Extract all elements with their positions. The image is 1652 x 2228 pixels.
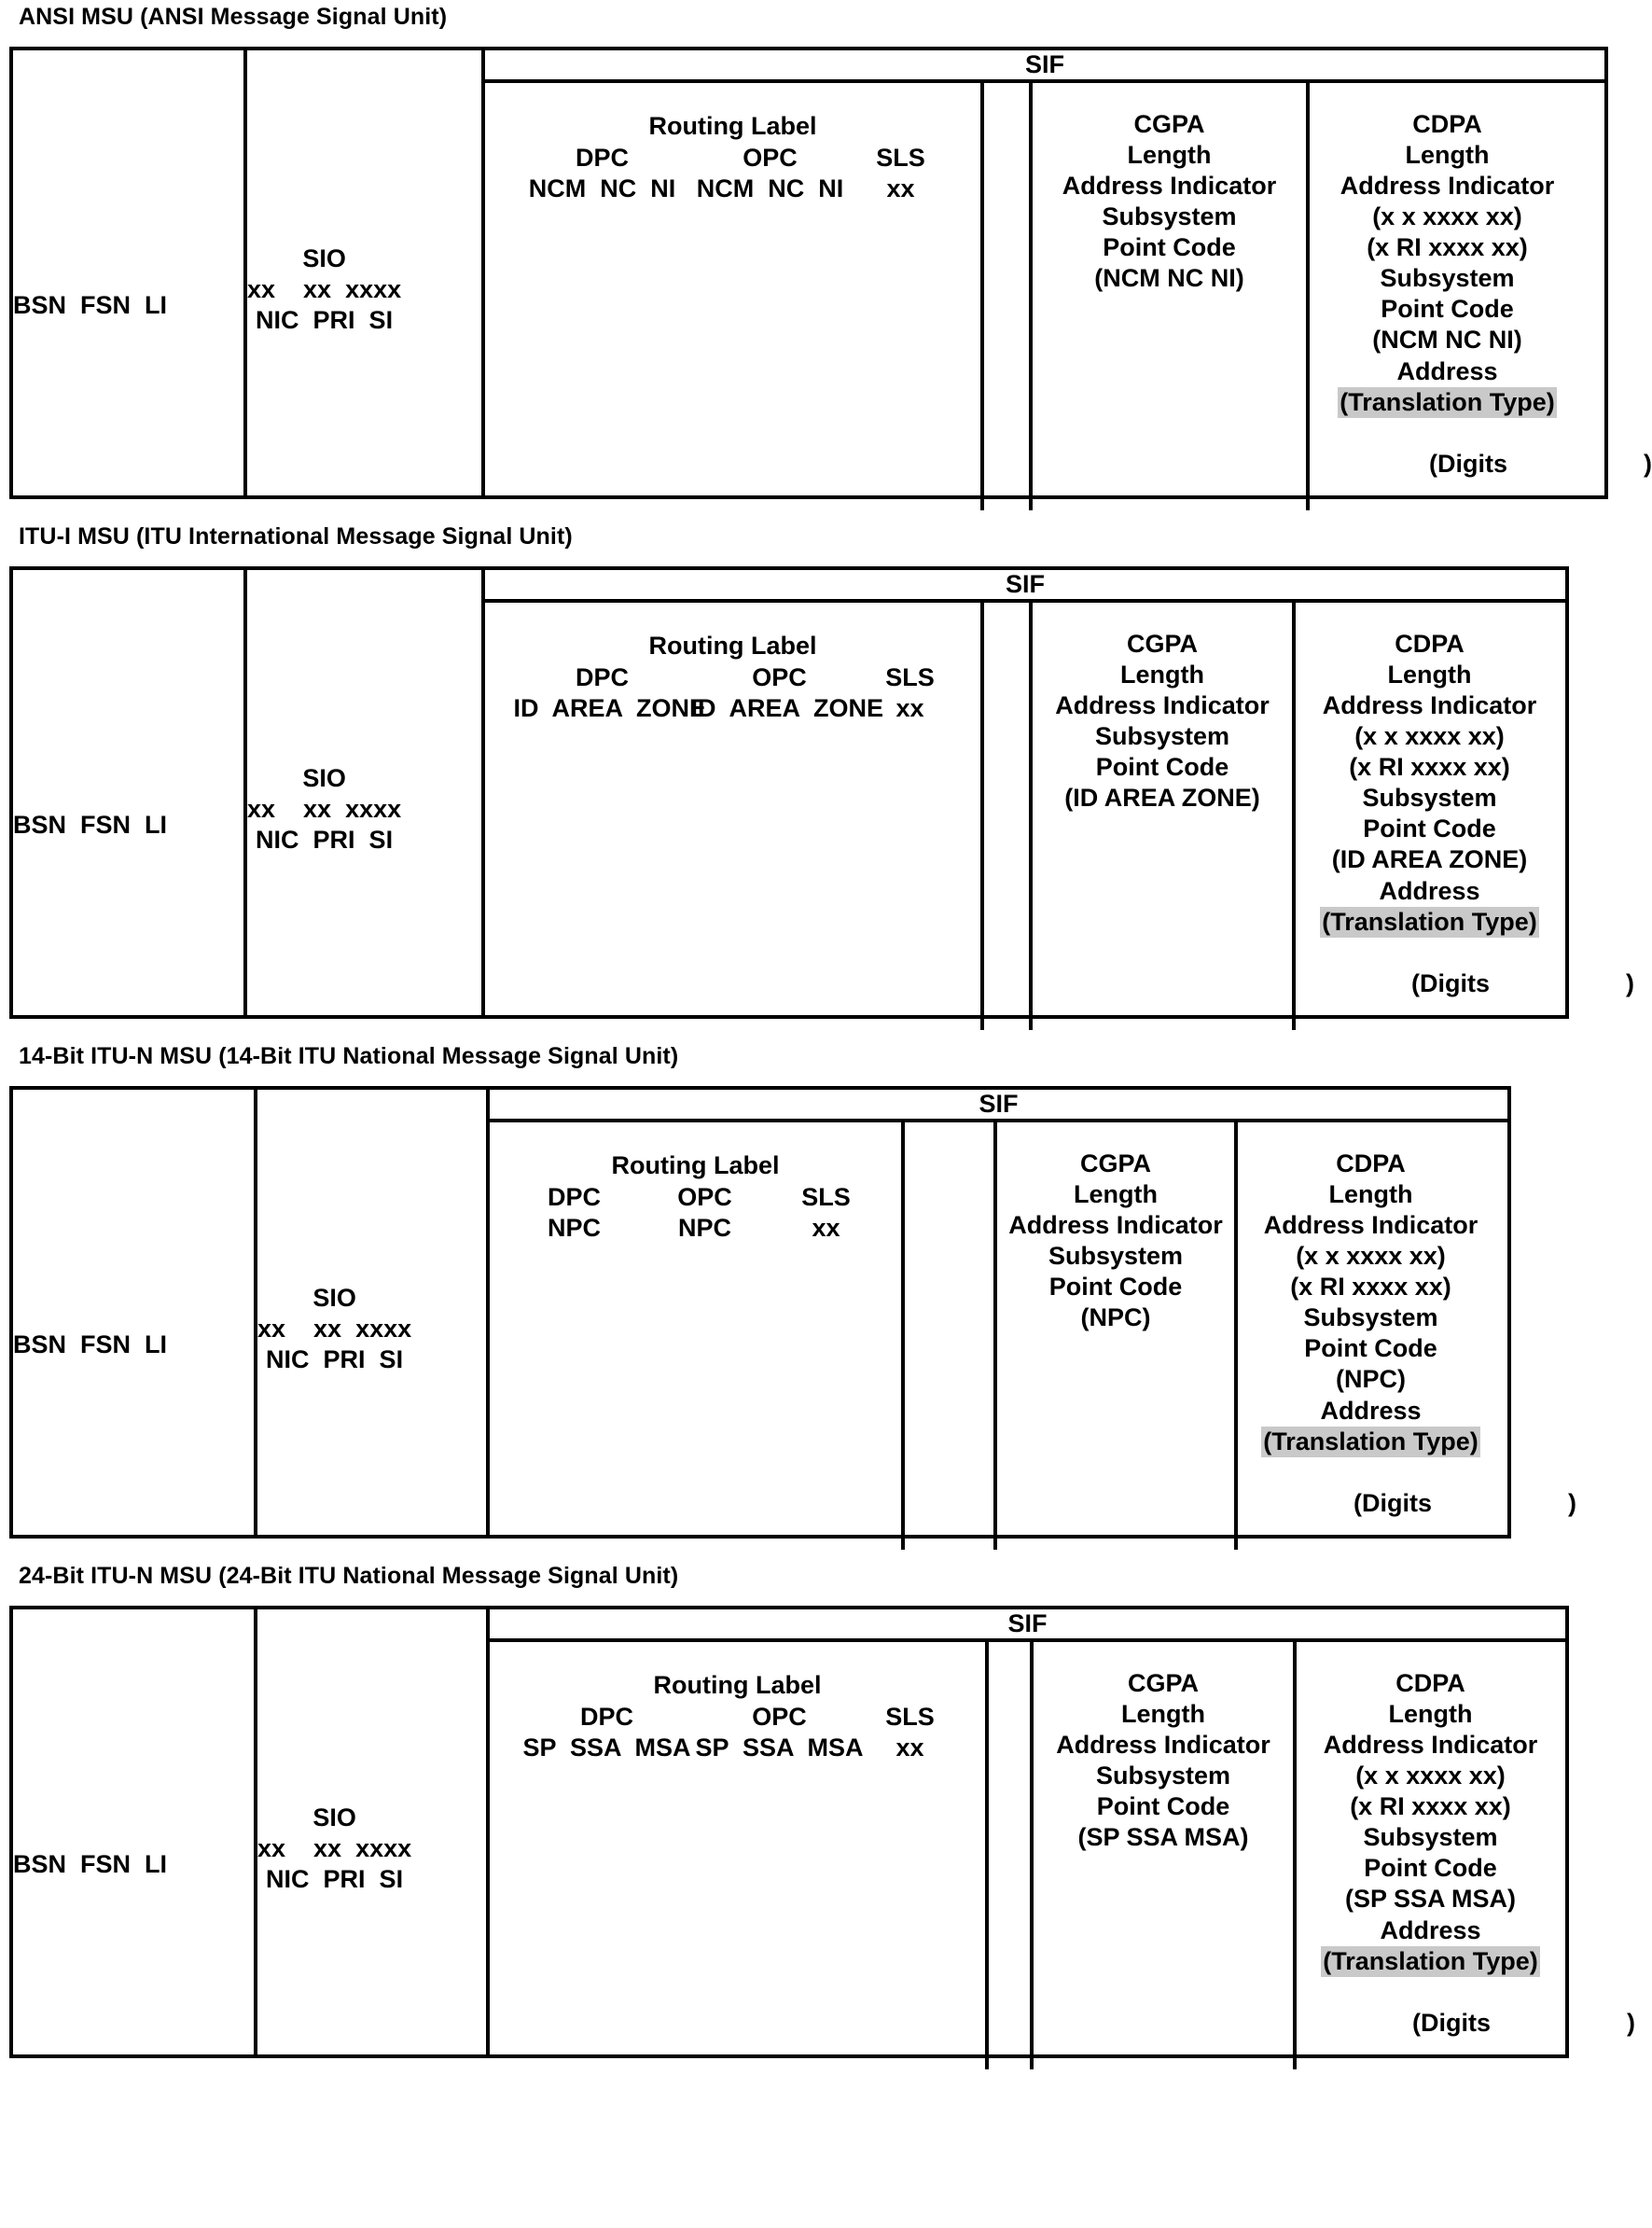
cdpa-line: Subsystem	[1362, 784, 1497, 813]
bsn-fsn-li-column	[13, 1609, 257, 2054]
dpc-value: NPC	[547, 1213, 601, 1242]
routing-label-title: Routing Label	[653, 1671, 822, 1699]
digits-line	[1296, 938, 1635, 1030]
routing-label-cell	[485, 603, 984, 1030]
cdpa-line: CDPA	[1412, 110, 1482, 138]
cgpa-stack	[1034, 1668, 1293, 1853]
sio-column	[257, 1609, 490, 2054]
cdpa-line: CDPA	[1395, 630, 1465, 658]
cgpa-line: CGPA	[1133, 110, 1205, 138]
bsn-fsn-li-label: BSN FSN LI	[13, 291, 168, 319]
opc-value: ID AREA ZONE	[690, 693, 884, 722]
routing-label-title: Routing Label	[648, 112, 817, 140]
bsn-fsn-li-label: BSN FSN LI	[13, 1850, 168, 1878]
sif-body	[485, 603, 1635, 1030]
msu-title-itu-i: ITU-I MSU (ITU International Message Signal Unit)	[19, 523, 573, 550]
bsn-fsn-li-column	[13, 50, 247, 495]
msu-title-itu-n-24: 24-Bit ITU-N MSU (24-Bit ITU National Message Signal Unit)	[19, 1563, 679, 1589]
digits-open: (Digits	[1412, 2008, 1492, 2037]
cgpa-cell	[1034, 1642, 1297, 2069]
msu-title-itu-n-14: 14-Bit ITU-N MSU (14-Bit ITU National Message Signal Unit)	[19, 1043, 679, 1069]
cgpa-stack	[997, 1149, 1234, 1333]
msu-block-itu-n-24	[0, 1563, 1636, 2058]
sls-value: xx	[886, 174, 915, 202]
bsn-fsn-li-column	[13, 1090, 257, 1535]
cdpa-line: (x x xxxx xx)	[1372, 202, 1522, 231]
digits-close: )	[1626, 968, 1635, 997]
cdpa-line: Point Code	[1381, 295, 1514, 324]
cdpa-line: (x RI xxxx xx)	[1290, 1273, 1451, 1302]
cdpa-line: CDPA	[1395, 1669, 1465, 1697]
sif-header-label: SIF	[490, 1090, 1507, 1122]
cdpa-line: (x RI xxxx xx)	[1350, 1792, 1511, 1821]
cgpa-line: Length	[1120, 661, 1204, 689]
dpc-value: SP SSA MSA	[522, 1733, 691, 1762]
routing-header-row	[485, 143, 980, 173]
cgpa-line: (NCM NC NI)	[1094, 264, 1244, 293]
routing-label-cell	[485, 83, 984, 510]
translation-type-highlight: (Translation Type)	[1338, 387, 1557, 418]
msu-block-itu-n-14	[0, 1043, 1636, 1539]
msu-frame-ansi	[9, 47, 1652, 499]
digits-line	[1238, 1457, 1577, 1550]
routing-label-stack	[490, 1670, 985, 1762]
cdpa-line: Point Code	[1364, 1854, 1497, 1883]
cdpa-line: (x x xxxx xx)	[1354, 722, 1505, 751]
sio-stack	[257, 1283, 411, 1375]
cgpa-stack	[1033, 629, 1292, 814]
opc-header: OPC	[752, 1703, 807, 1732]
cgpa-line: Address Indicator	[1055, 691, 1270, 720]
cdpa-line: Length	[1328, 1180, 1413, 1209]
cdpa-line: Address	[1396, 356, 1498, 385]
msu-block-ansi	[0, 4, 1652, 499]
sif-spacer-cell	[984, 83, 1033, 510]
sio-label: SIO	[302, 244, 346, 273]
cgpa-line: Address Indicator	[1056, 1731, 1270, 1760]
opc-value: SP SSA MSA	[695, 1733, 864, 1762]
cgpa-line: Address Indicator	[1008, 1211, 1223, 1240]
routing-header-row	[490, 1182, 901, 1212]
sio-fields: NIC PRI SI	[266, 1864, 404, 1893]
sls-header: SLS	[801, 1183, 851, 1212]
cdpa-line: (NCM NC NI)	[1372, 326, 1522, 355]
cdpa-line: (NPC)	[1336, 1365, 1406, 1394]
cdpa-line: Subsystem	[1363, 1823, 1498, 1852]
cdpa-cell	[1297, 1642, 1636, 2069]
cgpa-line: Point Code	[1103, 233, 1236, 262]
msu-block-itu-i	[0, 523, 1636, 1019]
digits-open: (Digits	[1354, 1488, 1433, 1517]
msu-frame-itu-n-14	[9, 1086, 1577, 1539]
translation-type-highlight: (Translation Type)	[1261, 1427, 1480, 1457]
sio-bits: xx xx xxxx	[257, 1315, 412, 1344]
sio-column	[247, 50, 485, 495]
sif-spacer-cell	[984, 603, 1033, 1030]
dpc-value: ID AREA ZONE	[513, 693, 707, 722]
cgpa-line: CGPA	[1126, 630, 1198, 658]
cgpa-line: CGPA	[1127, 1669, 1199, 1697]
sif-column	[490, 1609, 1636, 2054]
sls-value: xx	[895, 693, 924, 722]
cgpa-line: (SP SSA MSA)	[1077, 1823, 1249, 1852]
dpc-header: DPC	[575, 144, 629, 173]
sio-bits: xx xx xxxx	[247, 275, 402, 304]
cgpa-line: Address Indicator	[1062, 172, 1277, 201]
cdpa-stack	[1296, 629, 1635, 1030]
cdpa-line: (SP SSA MSA)	[1344, 1885, 1517, 1914]
opc-value: NCM NC NI	[696, 174, 844, 202]
sif-column	[485, 570, 1635, 1015]
cgpa-line: Subsystem	[1048, 1242, 1184, 1271]
sif-header-label: SIF	[485, 50, 1604, 83]
cgpa-line: Point Code	[1095, 753, 1229, 782]
dpc-header: DPC	[575, 663, 629, 692]
sif-body	[490, 1122, 1577, 1550]
cdpa-line: Address Indicator	[1322, 691, 1537, 720]
cdpa-line: Subsystem	[1380, 264, 1515, 293]
sio-column	[257, 1090, 490, 1535]
cdpa-line: (x RI xxxx xx)	[1349, 753, 1510, 782]
translation-type-highlight: (Translation Type)	[1320, 907, 1539, 938]
cgpa-line: Point Code	[1096, 1792, 1230, 1821]
cgpa-cell	[997, 1122, 1238, 1550]
sio-bits: xx xx xxxx	[257, 1834, 412, 1863]
routing-value-row	[490, 1213, 901, 1243]
cdpa-line: Length	[1405, 141, 1490, 170]
cdpa-line: Length	[1388, 1700, 1473, 1729]
sif-spacer-cell	[905, 1122, 997, 1550]
opc-header: OPC	[752, 663, 807, 692]
opc-header: OPC	[743, 144, 798, 173]
sls-header: SLS	[876, 144, 925, 173]
sif-spacer-cell	[989, 1642, 1034, 2069]
translation-type-highlight: (Translation Type)	[1321, 1946, 1540, 1977]
sio-label: SIO	[302, 764, 346, 793]
sio-fields: NIC PRI SI	[266, 1344, 404, 1373]
cgpa-stack	[1033, 109, 1306, 294]
cgpa-line: Subsystem	[1094, 722, 1230, 751]
routing-label-stack	[485, 111, 980, 203]
sif-header-label: SIF	[490, 1609, 1565, 1642]
digits-open: (Digits	[1429, 449, 1508, 478]
cdpa-line: (x x xxxx xx)	[1296, 1242, 1446, 1271]
cdpa-line: Subsystem	[1303, 1303, 1438, 1332]
opc-value: NPC	[677, 1213, 731, 1242]
cgpa-line: Length	[1074, 1180, 1158, 1209]
routing-label-stack	[485, 631, 980, 723]
cdpa-cell	[1296, 603, 1635, 1030]
cdpa-stack	[1297, 1668, 1636, 2069]
dpc-header: DPC	[579, 1703, 633, 1732]
cdpa-line: Address Indicator	[1323, 1731, 1538, 1760]
sif-column	[485, 50, 1652, 495]
digits-open: (Digits	[1411, 968, 1491, 997]
cdpa-line: Address	[1379, 876, 1480, 905]
cdpa-line: (x x xxxx xx)	[1355, 1762, 1506, 1790]
routing-label-title: Routing Label	[611, 1151, 780, 1179]
sio-fields: NIC PRI SI	[256, 825, 394, 854]
sif-header-label: SIF	[485, 570, 1565, 603]
cgpa-line: Length	[1121, 1700, 1205, 1729]
routing-label-cell	[490, 1122, 905, 1550]
sio-bits: xx xx xxxx	[247, 795, 402, 824]
cdpa-line: CDPA	[1336, 1149, 1406, 1177]
cgpa-line: Subsystem	[1095, 1762, 1231, 1790]
sls-value: xx	[895, 1733, 924, 1762]
digits-close: )	[1568, 1488, 1577, 1517]
dpc-header: DPC	[547, 1183, 601, 1212]
digits-line	[1297, 1977, 1636, 2069]
cgpa-line: (NPC)	[1080, 1303, 1151, 1332]
sls-value: xx	[812, 1213, 840, 1242]
routing-header-row	[490, 1702, 985, 1732]
routing-label-cell	[490, 1642, 989, 2069]
routing-value-row	[490, 1733, 985, 1762]
sls-header: SLS	[885, 663, 935, 692]
cdpa-line: Address	[1380, 1915, 1481, 1944]
sif-column	[490, 1090, 1577, 1535]
sio-label: SIO	[312, 1803, 356, 1832]
cgpa-line: Length	[1127, 141, 1212, 170]
cdpa-line: Address Indicator	[1340, 172, 1555, 201]
cgpa-line: (ID AREA ZONE)	[1064, 784, 1260, 813]
sif-body	[485, 83, 1652, 510]
digits-close: )	[1644, 449, 1652, 478]
sio-column	[247, 570, 485, 1015]
digits-close: )	[1627, 2008, 1636, 2037]
dpc-value: NCM NC NI	[528, 174, 676, 202]
sio-stack	[247, 763, 401, 856]
bsn-fsn-li-label: BSN FSN LI	[13, 811, 168, 839]
digits-line	[1310, 418, 1652, 510]
sls-header: SLS	[885, 1703, 935, 1732]
cdpa-line: Address Indicator	[1263, 1211, 1478, 1240]
sio-stack	[247, 244, 401, 336]
cdpa-cell	[1310, 83, 1652, 510]
bsn-fsn-li-column	[13, 570, 247, 1015]
cdpa-line: Address	[1320, 1396, 1422, 1425]
routing-header-row	[485, 662, 980, 692]
cdpa-line: Point Code	[1304, 1334, 1437, 1363]
cdpa-line: Point Code	[1363, 815, 1496, 843]
cgpa-line: Point Code	[1048, 1273, 1183, 1302]
sio-fields: NIC PRI SI	[256, 305, 394, 334]
cgpa-cell	[1033, 83, 1310, 510]
cdpa-line: (ID AREA ZONE)	[1331, 845, 1528, 874]
cdpa-line: Length	[1387, 661, 1472, 689]
msu-frame-itu-i	[9, 566, 1635, 1019]
routing-label-stack	[490, 1150, 901, 1243]
sif-body	[490, 1642, 1636, 2069]
sio-label: SIO	[312, 1284, 356, 1313]
routing-value-row	[485, 693, 980, 723]
cdpa-stack	[1238, 1149, 1577, 1550]
cdpa-stack	[1310, 109, 1652, 510]
cgpa-line: CGPA	[1079, 1149, 1151, 1177]
routing-value-row	[485, 174, 980, 203]
cdpa-line: (x RI xxxx xx)	[1367, 233, 1528, 262]
cgpa-cell	[1033, 603, 1296, 1030]
bsn-fsn-li-label: BSN FSN LI	[13, 1330, 168, 1358]
sio-stack	[257, 1803, 411, 1895]
msu-title-ansi: ANSI MSU (ANSI Message Signal Unit)	[19, 4, 448, 30]
msu-frame-itu-n-24	[9, 1606, 1636, 2058]
cdpa-cell	[1238, 1122, 1577, 1550]
opc-header: OPC	[677, 1183, 732, 1212]
routing-label-title: Routing Label	[648, 632, 817, 660]
cgpa-line: Subsystem	[1102, 202, 1237, 231]
